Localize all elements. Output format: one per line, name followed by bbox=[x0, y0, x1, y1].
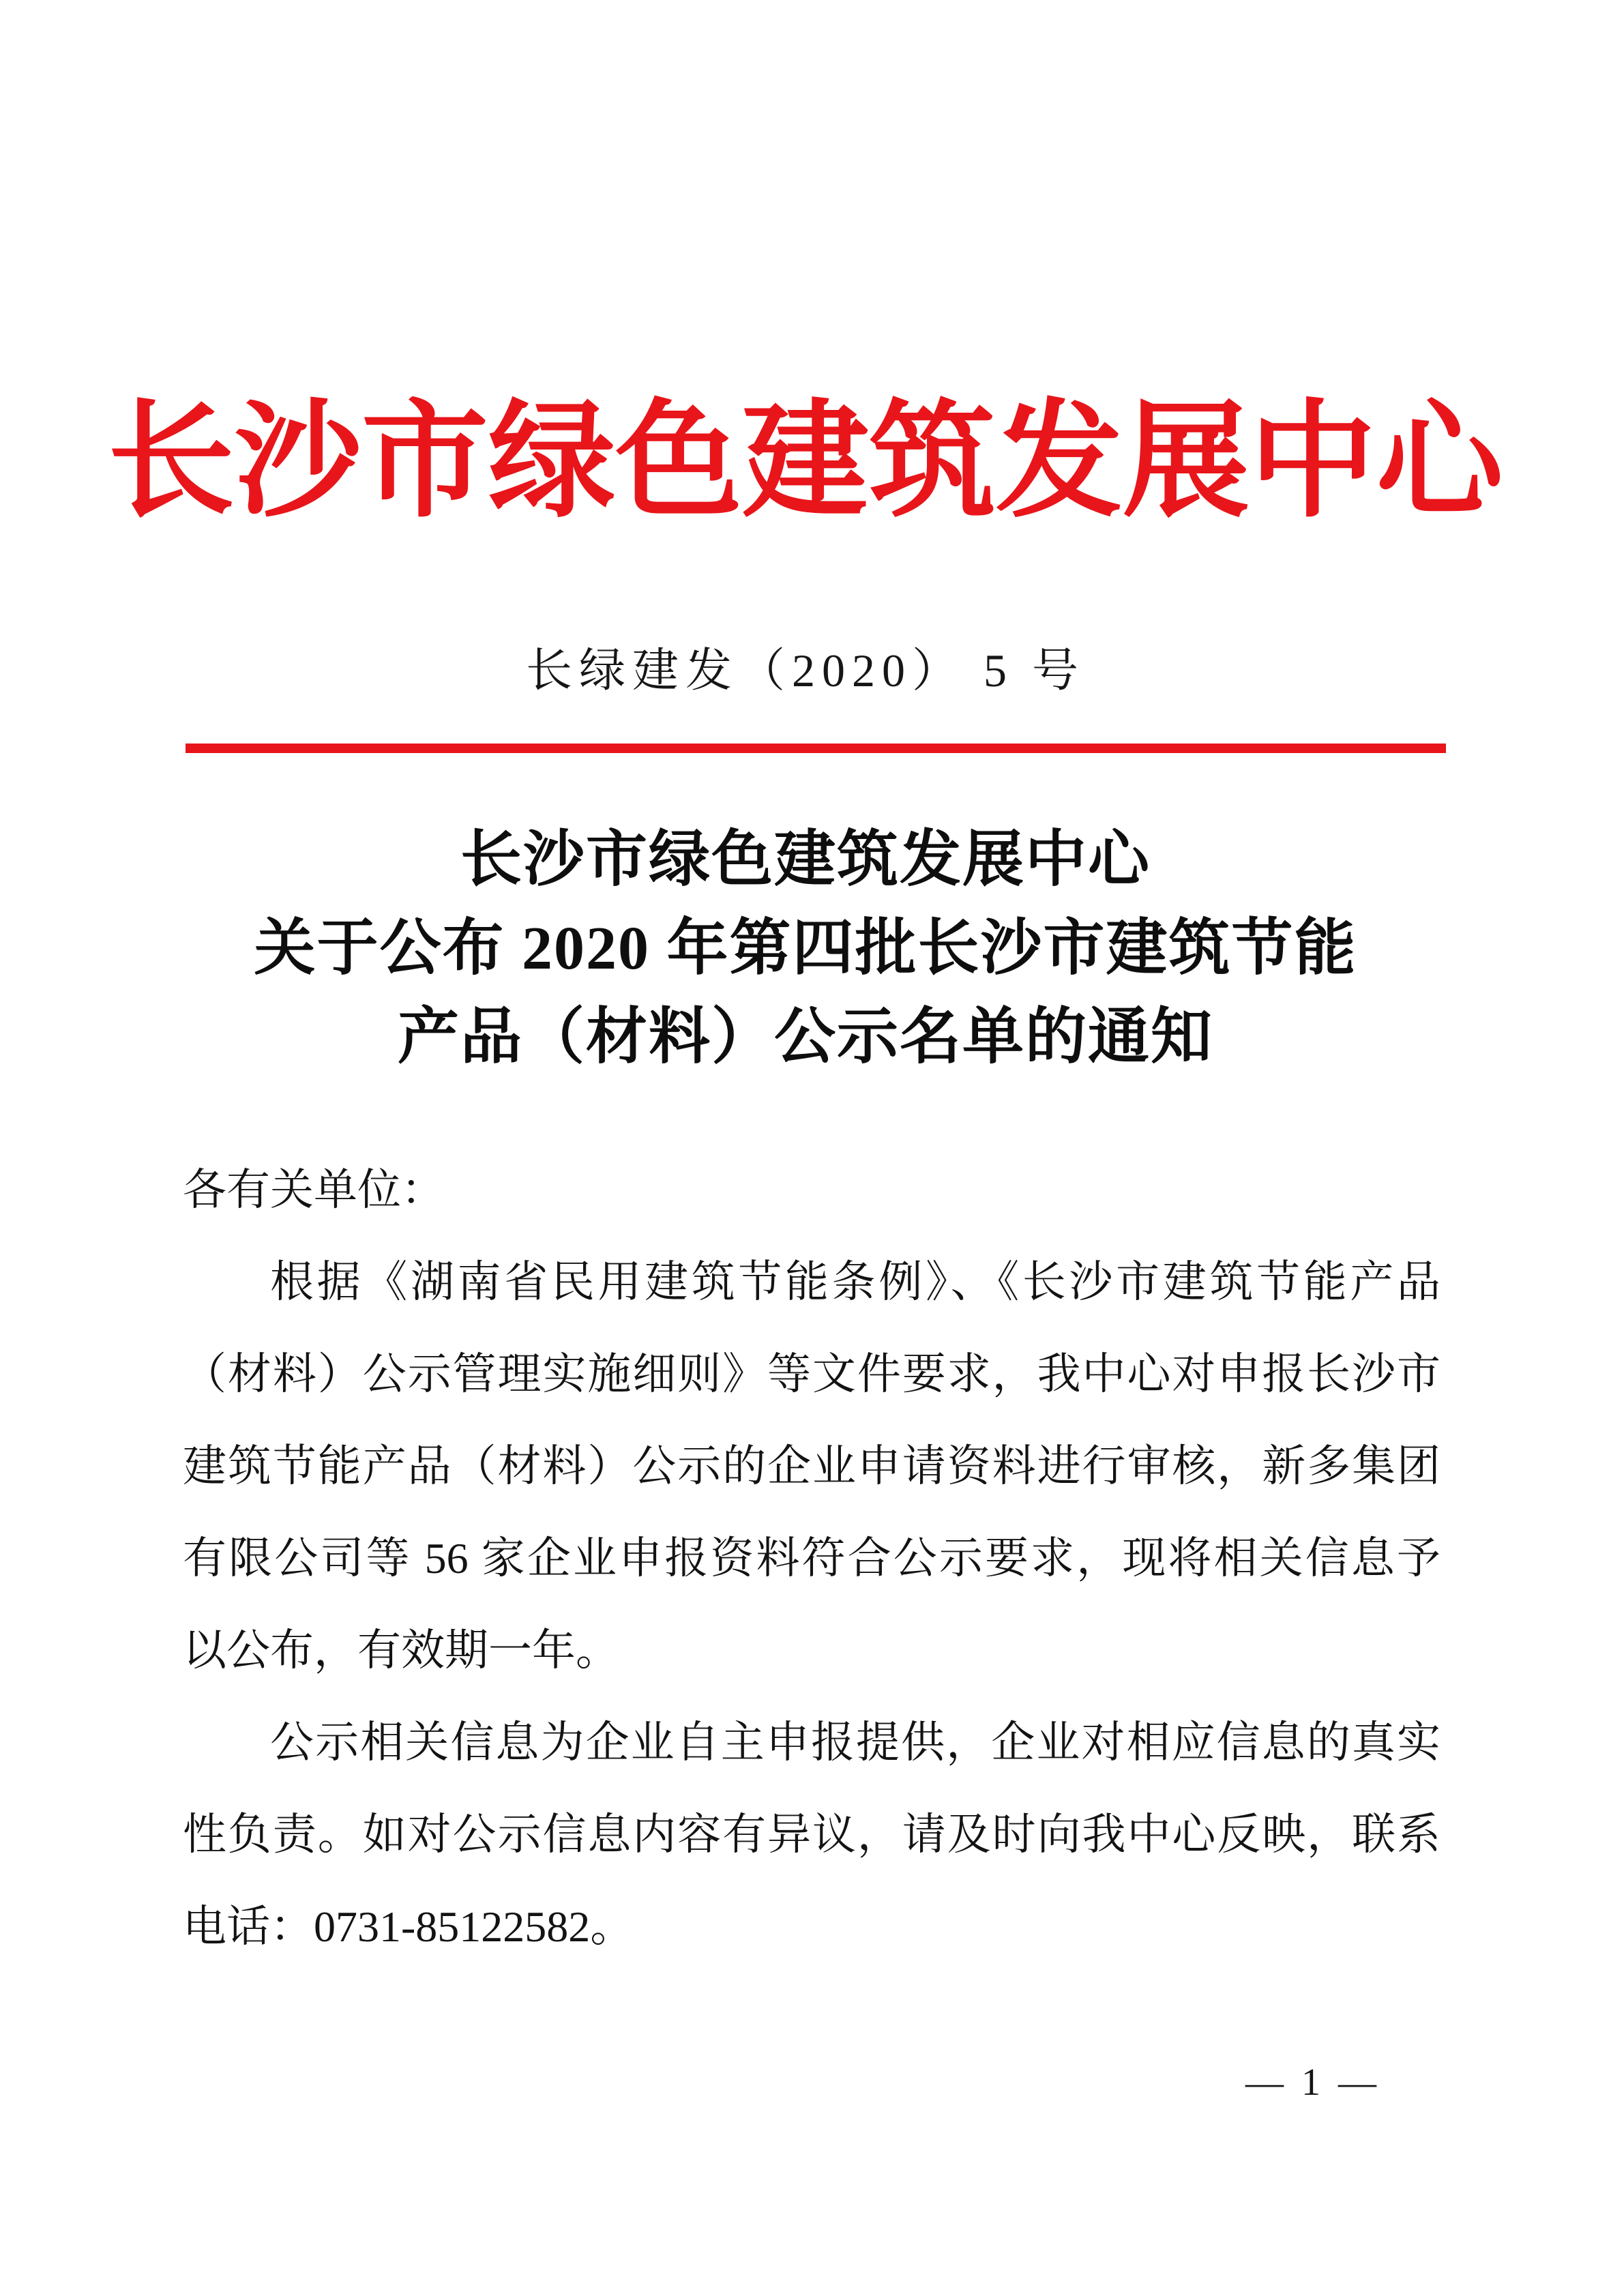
paragraph-1-line-2: （材料）公示管理实施细则》等文件要求，我中心对申报长沙市 bbox=[183, 1350, 1440, 1398]
doc-title bbox=[0, 816, 1611, 1082]
letterhead-org-name: 长沙市绿色建筑发展中心 bbox=[107, 392, 1503, 533]
salutation: 各有关单位： bbox=[183, 1166, 445, 1214]
body-text bbox=[183, 1144, 1440, 1973]
doc-reference-number: 长绿建发（2020） 5 号 bbox=[525, 645, 1085, 696]
paragraph-2-line-3: 电话：0731-85122582。 bbox=[183, 1902, 634, 1951]
paragraph-2-line-1: 公示相关信息为企业自主申报提供，企业对相应信息的真实 bbox=[270, 1718, 1440, 1767]
red-divider-line bbox=[186, 744, 1446, 753]
page-number: — 1 — bbox=[1245, 2061, 1380, 2104]
paragraph-1-line-5: 以公布，有效期一年。 bbox=[183, 1626, 619, 1675]
paragraph-2-line-2: 性负责。如对公示信息内容有异议，请及时向我中心反映，联系 bbox=[183, 1810, 1440, 1859]
doc-title-line-3: 产品（材料）公示名单的通知 bbox=[398, 1003, 1213, 1071]
doc-title-line-1: 长沙市绿色建筑发展中心 bbox=[460, 826, 1151, 894]
doc-title-line-2: 关于公布 2020 年第四批长沙市建筑节能 bbox=[254, 915, 1357, 982]
paragraph-1-line-3: 建筑节能产品（材料）公示的企业申请资料进行审核，新多集团 bbox=[183, 1442, 1440, 1490]
paragraph-1-line-4: 有限公司等 56 家企业申报资料符合公示要求，现将相关信息予 bbox=[183, 1534, 1440, 1583]
paragraph-1-line-1: 根据《湖南省民用建筑节能条例》、《长沙市建筑节能产品 bbox=[270, 1258, 1440, 1306]
